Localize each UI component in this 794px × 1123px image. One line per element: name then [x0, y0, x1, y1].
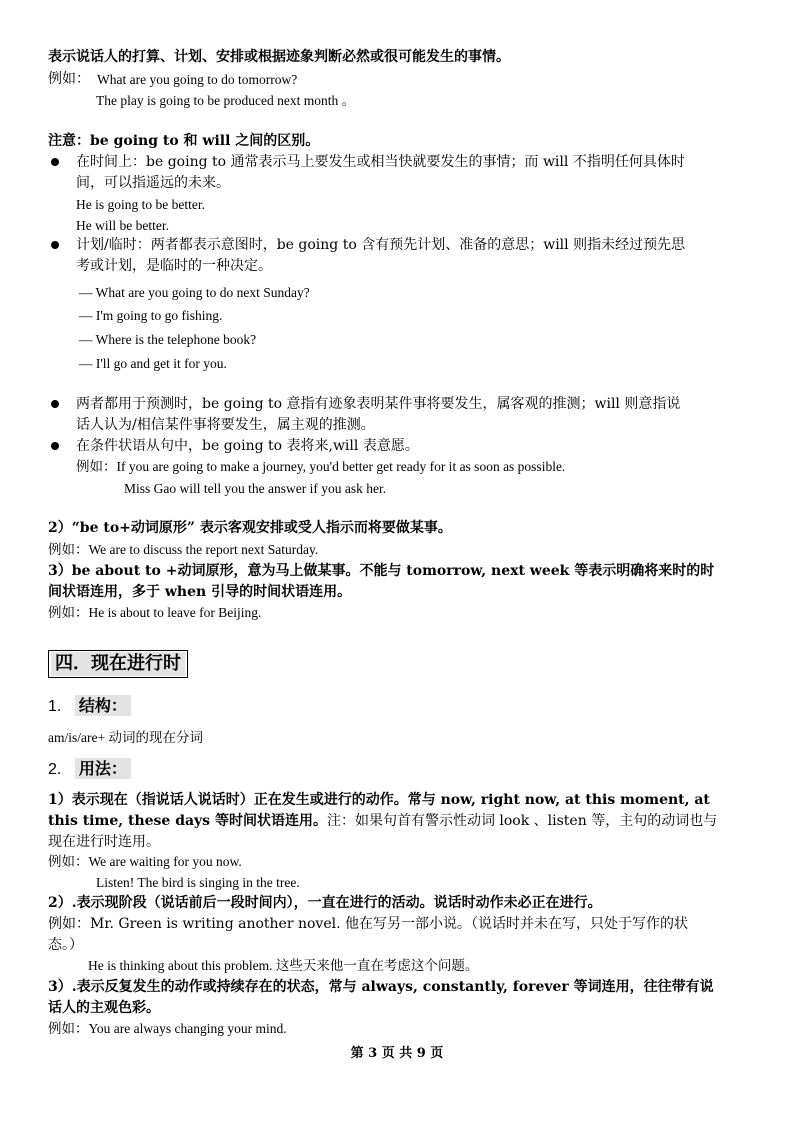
be-about-to-title-line-2: 间状语连用，多于 when 引导的时间状语连用。 [48, 584, 352, 600]
usage-number: 2. [48, 761, 62, 778]
usage-label: 用法： [75, 758, 131, 779]
note-bullet-1-line-2: 间，可以指遥远的未来。 [76, 175, 230, 191]
be-about-to-example: 例如：He is about to leave for Beijing. [48, 605, 262, 620]
usage-heading [48, 761, 131, 778]
note-bullet-2-line-1: 计划/临时：两者都表示意图时，be going to 含有预先计划、准备的意思；will 则指未经过预先思 [76, 237, 686, 253]
bullet-icon [51, 442, 59, 450]
be-to-example: 例如：We are to discuss the report next Saturday. [48, 542, 319, 557]
usage-1-example-1: 例如：We are waiting for you now. [48, 854, 242, 869]
structure-heading [48, 698, 131, 715]
usage-2-example-2: He is thinking about this problem. 这些天来他一直在考虑这个问题。 [88, 958, 479, 973]
note-bullet-3-line-1: 两者都用于预测时，be going to 意指有迹象表明某件事将要发生，属客观的推测；will 则意指说 [76, 396, 681, 412]
usage-3-line-2: 话人的主观色彩。 [48, 1000, 160, 1016]
usage-1-line-2-bold: this time, these days 等时间状语连用。 [48, 813, 327, 829]
going-to-intro: 表示说话人的打算、计划、安排或根据迹象判断必然或很可能发生的事情。 [48, 49, 510, 65]
bullet-icon [51, 400, 59, 408]
dialogue-line: — I'll go and get it for you. [79, 356, 227, 371]
note-bullet-4-example-2: Miss Gao will tell you the answer if you ask her. [124, 481, 387, 496]
usage-1-example-2: Listen! The bird is singing in the tree. [96, 875, 300, 890]
dialogue-line: — I'm going to go fishing. [79, 308, 223, 323]
usage-3-line-1: 3）.表示反复发生的动作或持续存在的状态，常与 always, constantly, forever 等词连用，往往带有说 [48, 979, 714, 995]
structure-number: 1. [48, 698, 62, 715]
usage-2-title: 2）.表示现阶段（说话前后一段时间内），一直在进行的活动。说话时动作未必正在进行。 [48, 895, 602, 911]
dialogue-line: — What are you going to do next Sunday? [79, 285, 310, 300]
usage-1-line-1: 1）表示现在（指说话人说话时）正在发生或进行的动作。常与 now, right now, at this moment, at [48, 792, 710, 808]
note-bullet-1-line-1: 在时间上：be going to 通常表示马上要发生或相当快就要发生的事情；而 will 不指明任何具体时 [76, 154, 685, 170]
page-footer: 第 3 页 共 9 页 [350, 1046, 444, 1061]
be-about-to-title-line-1: 3）be about to +动词原形，意为马上做某事。不能与 tomorrow, next week 等表示明确将来时的时 [48, 563, 715, 579]
going-to-example-1: What are you going to do tomorrow? [97, 72, 298, 87]
usage-2-example-1-cont: 态。） [48, 937, 83, 953]
usage-3-example: 例如：You are always changing your mind. [48, 1021, 287, 1036]
note-example-2: He will be better. [76, 218, 169, 233]
be-to-title: 2）“be to+动词原形” 表示客观安排或受人指示而将要做某事。 [48, 520, 452, 536]
example-label: 例如： [48, 71, 90, 87]
bullet-icon [51, 241, 59, 249]
note-title: 注意：be going to 和 will 之间的区别。 [48, 133, 320, 149]
note-bullet-3-line-2: 话人认为/相信某件事将要发生，属主观的推测。 [76, 417, 375, 433]
usage-1-line-2-note: 注：如果句首有警示性动词 look 、listen 等，主句的动词也与 [326, 813, 718, 829]
note-bullet-2-line-2: 考或计划，是临时的一种决定。 [76, 258, 272, 274]
bullet-icon [51, 158, 59, 166]
usage-2-example-1: 例如：Mr. Green is writing another novel. 他在写另一部小说。（说话时并未在写，只处于写作的状 [48, 916, 688, 932]
usage-1-line-2 [48, 814, 717, 828]
note-bullet-4-example-1: 例如：If you are going to make a journey, you'd better get ready for it as soon as possible. [76, 459, 566, 474]
dialogue-line: — Where is the telephone book? [79, 332, 257, 347]
going-to-example-2: The play is going to be produced next month 。 [96, 93, 356, 108]
section-title: 四．现在进行时 [51, 652, 185, 676]
structure-text: am/is/are+ 动词的现在分词 [48, 730, 203, 745]
usage-1-line-3: 现在进行时连用。 [48, 834, 160, 850]
note-example-1: He is going to be better. [76, 197, 205, 212]
structure-label: 结构： [75, 695, 131, 716]
note-bullet-4: 在条件状语从句中，be going to 表将来,will 表意愿。 [76, 438, 419, 454]
